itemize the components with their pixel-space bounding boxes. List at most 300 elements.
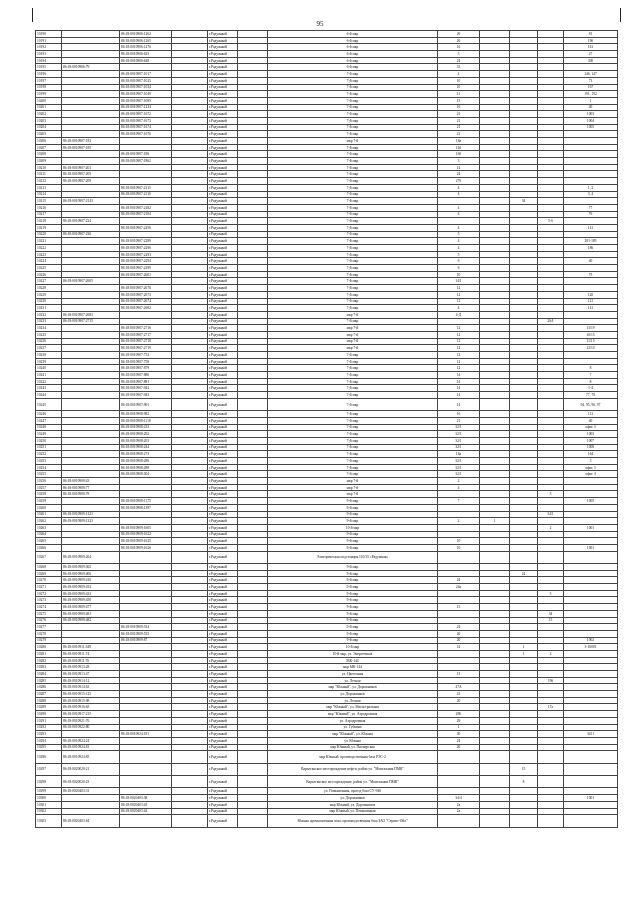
table-cell: ул. Цветочная xyxy=(268,671,438,678)
table-cell: г.Радужный xyxy=(208,751,238,763)
table-cell xyxy=(238,171,268,178)
table-cell: 7-й мкр xyxy=(268,191,438,198)
table-cell: 86:18:0010924:181 xyxy=(120,731,172,738)
table-cell: 12 xyxy=(438,345,480,352)
table-cell: 86:18:0010909:1321 xyxy=(62,511,120,518)
table-cell: 4 xyxy=(438,245,480,252)
table-cell xyxy=(538,531,564,538)
table-cell xyxy=(538,801,564,808)
table-cell: 10219 xyxy=(36,224,62,231)
table-cell xyxy=(62,451,120,458)
table-cell xyxy=(238,644,268,651)
table-cell xyxy=(480,77,510,84)
table-body xyxy=(36,31,618,828)
table-cell: 10240 xyxy=(36,365,62,372)
table-cell: г.Радужный xyxy=(208,111,238,118)
table-cell xyxy=(238,704,268,711)
table-cell xyxy=(238,597,268,604)
table-cell xyxy=(238,31,268,38)
table-cell xyxy=(538,458,564,465)
table-cell: г.Радужный xyxy=(208,711,238,718)
table-cell: 26А xyxy=(538,318,564,325)
table-cell xyxy=(438,815,480,827)
table-cell: г.Радужный xyxy=(208,352,238,359)
table-cell: МК-144 xyxy=(268,657,438,664)
table-cell xyxy=(120,164,172,171)
table-cell: 1002 xyxy=(564,637,618,644)
table-cell: 7-й мкр xyxy=(268,224,438,231)
table-cell: 10293 xyxy=(36,731,62,738)
table-cell xyxy=(238,617,268,624)
table-cell xyxy=(238,51,268,58)
table-cell xyxy=(120,551,172,563)
table-cell: 10302 xyxy=(36,808,62,815)
table-cell: офис 3 xyxy=(564,464,618,471)
table-cell xyxy=(172,358,208,365)
table-cell: 9-й мкр xyxy=(268,544,438,551)
table-cell xyxy=(238,610,268,617)
table-row xyxy=(36,657,618,664)
table-cell xyxy=(120,788,172,795)
table-cell xyxy=(438,524,480,531)
table-cell xyxy=(120,737,172,744)
table-cell xyxy=(438,504,480,511)
table-cell xyxy=(480,204,510,211)
table-cell xyxy=(120,311,172,318)
table-row xyxy=(36,318,618,325)
table-cell xyxy=(510,345,538,352)
table-cell xyxy=(480,744,510,751)
table-cell xyxy=(172,77,208,84)
table-cell xyxy=(510,211,538,218)
table-cell xyxy=(538,184,564,191)
table-cell xyxy=(238,372,268,379)
table-cell xyxy=(538,737,564,744)
table-cell xyxy=(172,808,208,815)
table-cell xyxy=(238,763,268,775)
table-cell xyxy=(238,164,268,171)
table-cell xyxy=(480,392,510,399)
table-cell xyxy=(438,677,480,684)
table-cell xyxy=(238,265,268,272)
table-cell: 30 xyxy=(438,731,480,738)
table-cell xyxy=(564,144,618,151)
table-cell: г.Радужный xyxy=(208,691,238,698)
table-cell: 10207 xyxy=(36,144,62,151)
table-cell: 5 xyxy=(538,590,564,597)
table-cell: 14 xyxy=(438,392,480,399)
table-cell: г.Радужный xyxy=(208,104,238,111)
table-cell xyxy=(238,724,268,731)
table-cell xyxy=(564,801,618,808)
table-cell xyxy=(538,124,564,131)
table-cell: 86:18:0010907:182 xyxy=(62,138,120,145)
table-cell: г.Радужный xyxy=(208,305,238,312)
table-cell: г.Радужный xyxy=(208,131,238,138)
table-cell: 10206 xyxy=(36,138,62,145)
table-cell xyxy=(480,231,510,238)
table-cell xyxy=(538,365,564,372)
table-cell xyxy=(538,451,564,458)
table-cell xyxy=(480,677,510,684)
table-row xyxy=(36,444,618,451)
table-cell xyxy=(62,51,120,58)
table-cell xyxy=(480,352,510,359)
table-cell: 9-й мкр xyxy=(268,538,438,545)
table-cell: 10195 xyxy=(36,64,62,71)
table-cell: 10235 xyxy=(36,331,62,338)
table-cell: 10202 xyxy=(36,111,62,118)
table-cell: 86:18:0020403:45 xyxy=(120,801,172,808)
table-cell: 10296 xyxy=(36,751,62,763)
table-cell: г.Радужный xyxy=(208,610,238,617)
table-cell xyxy=(480,164,510,171)
table-cell: 10224 xyxy=(36,258,62,265)
table-cell: 86:18:0010908:982 xyxy=(120,411,172,418)
table-cell xyxy=(62,111,120,118)
table-cell: 86:18:0010907:226 xyxy=(62,231,120,238)
table-cell: г.Радужный xyxy=(208,298,238,305)
table-cell xyxy=(62,238,120,245)
table-cell: мкр 7-й xyxy=(268,338,438,345)
table-cell: 32/1 xyxy=(438,444,480,451)
table-cell xyxy=(172,437,208,444)
table-cell xyxy=(538,31,564,38)
table-cell: ул. Дорожников xyxy=(268,691,438,698)
table-cell: 120 xyxy=(564,291,618,298)
table-cell xyxy=(564,597,618,604)
table-cell: 7-й мкр xyxy=(268,151,438,158)
table-cell xyxy=(438,610,480,617)
table-cell: 10270 xyxy=(36,577,62,584)
table-cell: 3, 4 xyxy=(564,191,618,198)
table-cell: 15 xyxy=(510,763,538,775)
table-cell xyxy=(564,570,618,577)
table-cell xyxy=(510,365,538,372)
table-cell xyxy=(62,91,120,98)
table-cell xyxy=(62,385,120,392)
table-cell: 2 xyxy=(538,524,564,531)
table-cell: 10231 xyxy=(36,305,62,312)
table-cell xyxy=(564,531,618,538)
table-cell: г.Радужный xyxy=(208,590,238,597)
table-cell: 32/1 xyxy=(438,471,480,478)
table-cell: 10288 xyxy=(36,697,62,704)
table-cell: 1, 2 xyxy=(564,184,618,191)
table-cell xyxy=(120,691,172,698)
table-cell: 10265 xyxy=(36,538,62,545)
table-cell xyxy=(480,776,510,788)
table-cell xyxy=(480,318,510,325)
table-cell: 7-й мкр xyxy=(268,444,438,451)
table-cell xyxy=(172,677,208,684)
table-cell: 10254 xyxy=(36,464,62,471)
table-cell xyxy=(238,392,268,399)
table-cell xyxy=(480,258,510,265)
table-cell: 86:18:0010907:1025 xyxy=(120,77,172,84)
table-cell xyxy=(538,518,564,525)
table-cell: г.Радужный xyxy=(208,724,238,731)
table-cell: 81 xyxy=(564,31,618,38)
table-cell xyxy=(172,91,208,98)
table-cell: 27А xyxy=(438,684,480,691)
table-cell xyxy=(120,744,172,751)
table-cell: 10251 xyxy=(36,444,62,451)
table-cell xyxy=(172,265,208,272)
table-cell xyxy=(510,704,538,711)
table-cell xyxy=(480,178,510,185)
table-cell: 10194 xyxy=(36,57,62,64)
table-cell: г.Радужный xyxy=(208,424,238,431)
table-cell: 10278 xyxy=(36,630,62,637)
table-cell: 73 xyxy=(564,77,618,84)
table-cell: 26 xyxy=(438,630,480,637)
table-cell xyxy=(172,31,208,38)
property-registry-table xyxy=(35,30,618,828)
table-cell xyxy=(62,245,120,252)
table-cell: 86:18:0010911:74 xyxy=(62,650,120,657)
table-cell xyxy=(538,551,564,563)
table-cell xyxy=(480,731,510,738)
table-cell: г.Радужный xyxy=(208,311,238,318)
table-cell: 10292 xyxy=(36,724,62,731)
table-cell xyxy=(172,392,208,399)
table-row xyxy=(36,504,618,511)
table-cell xyxy=(172,776,208,788)
table-cell xyxy=(238,298,268,305)
table-cell xyxy=(238,91,268,98)
table-cell xyxy=(120,704,172,711)
table-cell xyxy=(120,178,172,185)
table-cell: 86:18:0010906:625 xyxy=(120,51,172,58)
page-number: 95 xyxy=(316,20,324,28)
table-cell: 32/1 xyxy=(438,464,480,471)
table-cell xyxy=(564,311,618,318)
table-cell: г.Радужный xyxy=(208,211,238,218)
table-cell xyxy=(172,711,208,718)
table-cell xyxy=(480,365,510,372)
table-cell xyxy=(238,471,268,478)
table-cell: 141 xyxy=(564,224,618,231)
table-cell: 86:18:0010907:1862 xyxy=(120,158,172,165)
table-cell xyxy=(172,224,208,231)
table-cell: г.Радужный xyxy=(208,451,238,458)
table-cell xyxy=(538,231,564,238)
table-cell xyxy=(480,577,510,584)
table-row xyxy=(36,808,618,815)
table-cell: г.Радужный xyxy=(208,498,238,505)
table-cell xyxy=(62,158,120,165)
table-cell: 5 xyxy=(538,491,564,498)
table-cell: 34/1 xyxy=(538,511,564,518)
table-row xyxy=(36,737,618,744)
table-cell: 86:18:0010907:2715 xyxy=(62,318,120,325)
table-cell: 40 xyxy=(564,417,618,424)
table-cell xyxy=(172,444,208,451)
table-cell: г.Радужный xyxy=(208,144,238,151)
table-cell xyxy=(564,788,618,795)
table-cell xyxy=(538,204,564,211)
table-cell: 9-й мкр xyxy=(268,570,438,577)
table-cell: 86:18:0010908:288 xyxy=(120,464,172,471)
table-cell xyxy=(238,57,268,64)
table-cell: 1007 xyxy=(564,437,618,444)
table-cell: 10255 xyxy=(36,471,62,478)
table-cell: 10261 xyxy=(36,511,62,518)
table-cell xyxy=(510,124,538,131)
table-row xyxy=(36,64,618,71)
table-cell xyxy=(62,224,120,231)
table-cell xyxy=(564,564,618,571)
table-cell xyxy=(480,311,510,318)
table-cell xyxy=(510,458,538,465)
table-cell xyxy=(120,657,172,664)
table-cell: 7-й мкр xyxy=(268,305,438,312)
table-cell xyxy=(62,392,120,399)
table-cell: 10257 xyxy=(36,484,62,491)
table-cell: 7-й мкр xyxy=(268,278,438,285)
table-cell xyxy=(480,84,510,91)
table-cell xyxy=(172,111,208,118)
table-cell xyxy=(172,637,208,644)
table-cell xyxy=(120,491,172,498)
table-cell xyxy=(480,285,510,292)
table-cell: 7-й мкр xyxy=(268,171,438,178)
table-cell: 7-й мкр xyxy=(268,291,438,298)
table-row xyxy=(36,365,618,372)
table-cell xyxy=(62,37,120,44)
table-cell: 141 xyxy=(564,305,618,312)
table-cell xyxy=(564,285,618,292)
table-cell: 10212 xyxy=(36,178,62,185)
table-cell xyxy=(564,664,618,671)
table-row xyxy=(36,198,618,205)
table-cell xyxy=(480,238,510,245)
table-cell xyxy=(172,644,208,651)
table-cell xyxy=(172,211,208,218)
table-row xyxy=(36,484,618,491)
table-cell xyxy=(538,37,564,44)
table-cell: 86:18:0010908:1118 xyxy=(120,417,172,424)
table-cell xyxy=(238,788,268,795)
table-cell xyxy=(480,644,510,651)
table-row xyxy=(36,524,618,531)
table-cell xyxy=(564,358,618,365)
table-cell xyxy=(564,511,618,518)
table-cell xyxy=(120,697,172,704)
table-cell xyxy=(172,124,208,131)
table-cell: 10214 xyxy=(36,191,62,198)
table-cell: г.Радужный xyxy=(208,64,238,71)
table-cell xyxy=(120,717,172,724)
table-cell: 26 xyxy=(438,37,480,44)
table-cell: мкр "Южный", ул. Южная xyxy=(268,731,438,738)
table-cell: 9-й мкр xyxy=(268,584,438,591)
table-cell xyxy=(238,131,268,138)
table-cell xyxy=(564,677,618,684)
table-cell: 190 xyxy=(564,37,618,44)
table-cell: 86:18:0010906:1262 xyxy=(120,31,172,38)
table-cell xyxy=(510,184,538,191)
table-cell xyxy=(238,478,268,485)
table-cell xyxy=(172,570,208,577)
table-cell xyxy=(510,610,538,617)
table-row xyxy=(36,385,618,392)
table-cell: 21 xyxy=(438,117,480,124)
table-cell xyxy=(564,584,618,591)
table-cell xyxy=(538,64,564,71)
table-cell xyxy=(538,77,564,84)
table-cell xyxy=(480,684,510,691)
table-cell: 10209 xyxy=(36,158,62,165)
table-cell: 34/4 xyxy=(438,795,480,802)
table-cell: г.Радужный xyxy=(208,338,238,345)
table-cell xyxy=(538,245,564,252)
table-cell: 12 xyxy=(438,298,480,305)
table-cell: 86:18:0010908:286 xyxy=(120,458,172,465)
table-cell: г.Радужный xyxy=(208,737,238,744)
table-cell xyxy=(238,64,268,71)
table-cell xyxy=(564,808,618,815)
table-cell: г.Радужный xyxy=(208,325,238,332)
table-cell xyxy=(510,691,538,698)
table-cell: 86:18:0010908:233 xyxy=(120,424,172,431)
table-cell: 86:18:0010909:264 xyxy=(62,551,120,563)
table-cell xyxy=(510,624,538,631)
table-cell xyxy=(480,691,510,698)
table-cell xyxy=(172,551,208,563)
table-cell xyxy=(564,265,618,272)
table-cell xyxy=(238,124,268,131)
table-cell xyxy=(480,424,510,431)
table-cell: 7-й мкр xyxy=(268,211,438,218)
table-cell: 9-й мкр xyxy=(268,531,438,538)
table-cell: г.Радужный xyxy=(208,584,238,591)
table-cell xyxy=(510,464,538,471)
table-cell: 86:18:0010917:215 xyxy=(62,711,120,718)
table-cell: г.Радужный xyxy=(208,231,238,238)
table-cell: 29Б xyxy=(438,711,480,718)
table-cell xyxy=(62,298,120,305)
table-row xyxy=(36,624,618,631)
table-cell xyxy=(538,478,564,485)
table-cell xyxy=(480,331,510,338)
table-cell xyxy=(438,664,480,671)
table-cell xyxy=(538,763,564,775)
table-cell xyxy=(480,724,510,731)
table-cell: 86:18:0010916:65 xyxy=(62,704,120,711)
table-cell xyxy=(538,91,564,98)
table-cell: г.Радужный xyxy=(208,664,238,671)
table-cell: 86:18:0010907:201 xyxy=(62,164,120,171)
table-cell: 10250 xyxy=(36,437,62,444)
table-cell xyxy=(564,138,618,145)
table-cell: 26 xyxy=(438,31,480,38)
table-cell: 24 xyxy=(438,577,480,584)
table-cell: 10211 xyxy=(36,171,62,178)
table-cell: 15 xyxy=(438,604,480,611)
table-cell xyxy=(62,204,120,211)
table-cell xyxy=(480,704,510,711)
table-cell: 86:18:0010911:349 xyxy=(62,644,120,651)
table-cell xyxy=(510,64,538,71)
table-cell xyxy=(238,84,268,91)
table-row xyxy=(36,431,618,438)
table-cell: г.Радужный xyxy=(208,577,238,584)
table-cell xyxy=(172,788,208,795)
table-cell xyxy=(238,411,268,418)
table-cell xyxy=(172,630,208,637)
